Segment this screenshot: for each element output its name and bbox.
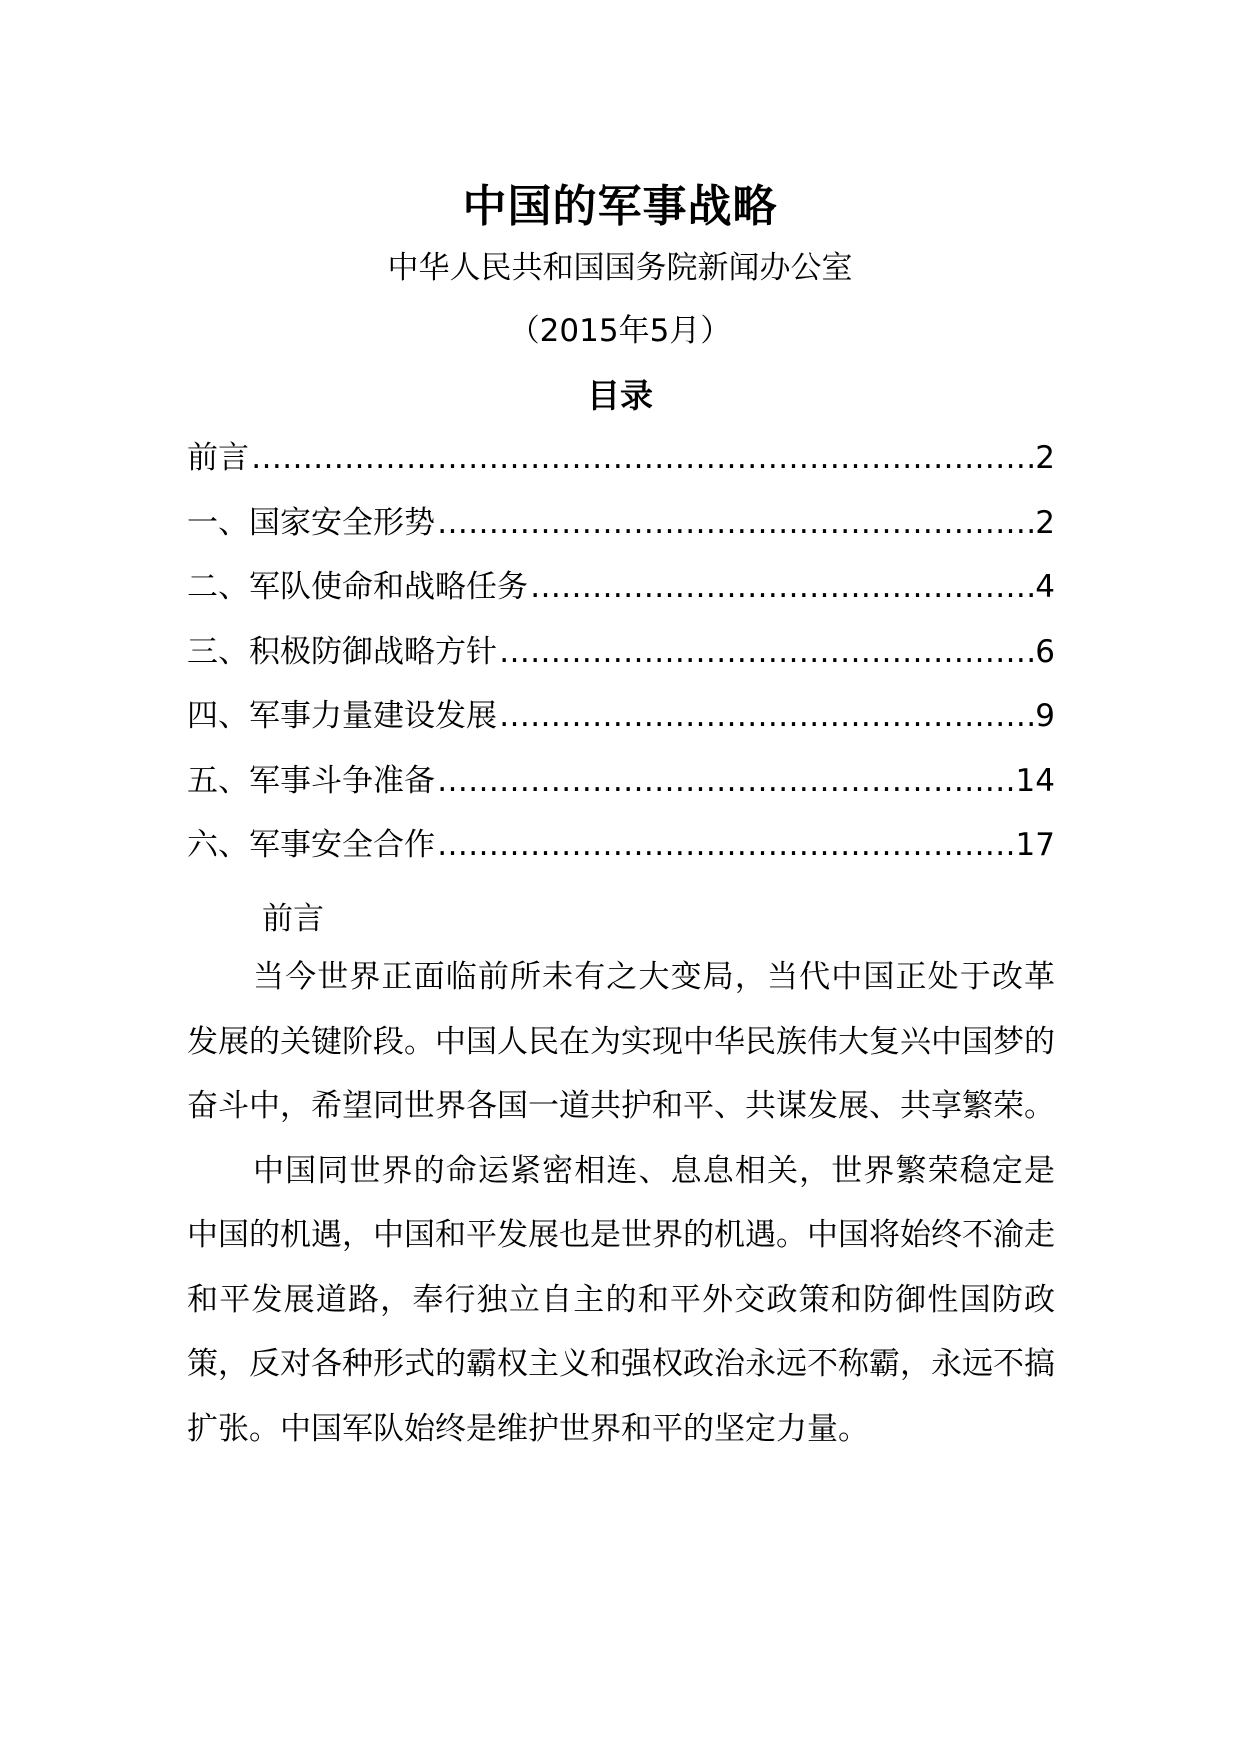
- toc-entry-page: 17: [1015, 827, 1055, 863]
- body-paragraph: 当今世界正面临前所未有之大变局，当代中国正处于改革发展的关键阶段。中国人民在为实现中华民族伟大复兴中国梦的奋斗中，希望同世界各国一道共护和平、共谋发展、共享繁荣。: [187, 959, 1055, 1124]
- toc-entry[interactable]: [187, 561, 1055, 626]
- document-date: （2015年5月）: [508, 313, 732, 349]
- toc-entry-label: 五、军事斗争准备: [187, 762, 435, 799]
- body-paragraph: 中国同世界的命运紧密相连、息息相关，世界繁荣稳定是中国的机遇，中国和平发展也是世界的机遇。中国将始终不渝走和平发展道路，奉行独立自主的和平外交政策和防御性国防政策，反对各种形式的霸权主义和强权政治永远不称霸，永远不搞扩张。中国军队始终是维护世界和平的坚定力量。: [187, 1152, 1055, 1447]
- toc-entry-page: 4: [1035, 569, 1055, 605]
- section-heading: 前言: [262, 901, 324, 937]
- table-of-contents: [187, 432, 1055, 884]
- document-subtitle: 中华人民共和国国务院新闻办公室: [387, 250, 853, 286]
- toc-dot-leader: [530, 569, 1033, 605]
- toc-entry[interactable]: [187, 690, 1055, 755]
- section-body: [187, 945, 1055, 1461]
- toc-entry-page: 2: [1035, 440, 1055, 476]
- toc-dot-leader: [437, 827, 1014, 863]
- toc-entry-page: 6: [1035, 633, 1055, 670]
- toc-entry[interactable]: [187, 497, 1055, 562]
- toc-entry-label: 二、军队使命和战略任务: [187, 569, 528, 605]
- toc-dot-leader: [437, 763, 1014, 799]
- toc-dot-leader: [499, 634, 1033, 670]
- toc-entry-page: 2: [1035, 504, 1055, 541]
- toc-entry-page: 9: [1035, 698, 1055, 734]
- toc-entry[interactable]: [187, 755, 1055, 820]
- toc-entry-label: 一、国家安全形势: [187, 504, 435, 541]
- toc-dot-leader: [437, 505, 1033, 541]
- toc-entry-label: 四、军事力量建设发展: [187, 698, 497, 734]
- toc-entry-label: 三、积极防御战略方针: [187, 633, 497, 670]
- toc-entry[interactable]: [187, 819, 1055, 884]
- toc-entry-label: 六、军事安全合作: [187, 827, 435, 863]
- toc-dot-leader: [499, 698, 1033, 734]
- toc-heading: 目录: [587, 376, 653, 415]
- document-title: 中国的军事战略: [462, 181, 778, 232]
- toc-entry[interactable]: [187, 432, 1055, 497]
- toc-entry-label: 前言: [187, 440, 249, 476]
- toc-dot-leader: [251, 440, 1033, 476]
- toc-entry-page: 14: [1015, 762, 1055, 799]
- toc-entry[interactable]: [187, 626, 1055, 691]
